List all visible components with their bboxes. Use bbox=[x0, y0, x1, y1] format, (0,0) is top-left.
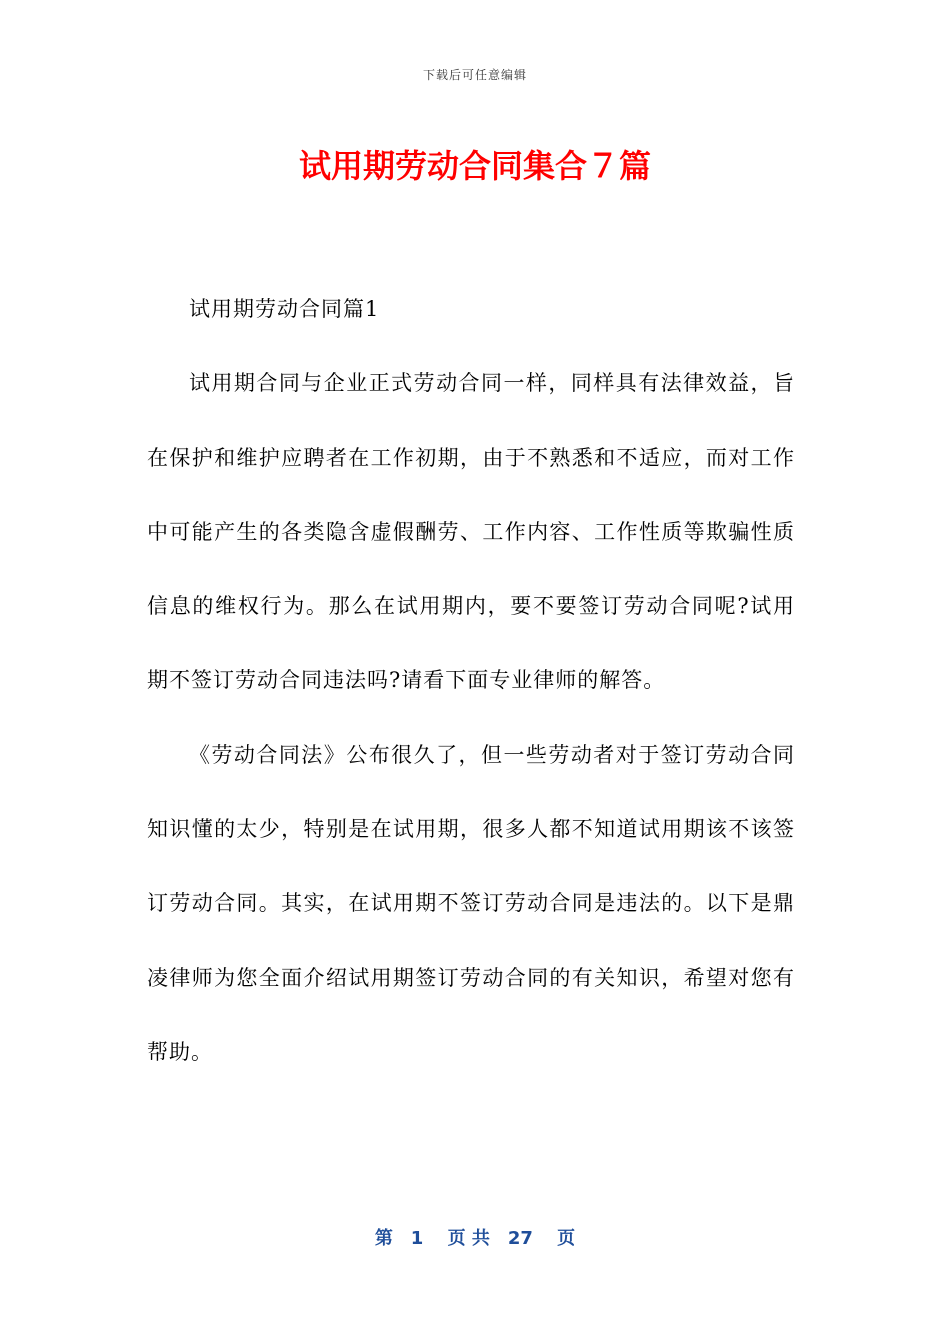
document-title: 试用期劳动合同集合７篇 bbox=[298, 147, 651, 185]
paragraph: 《劳动合同法》公布很久了，但一些劳动者对于签订劳动合同知识懂的太少，特别是在试用期，很多人都不知道试用期该不该签订劳动合同。其实，在试用期不签订劳动合同是违法的。以下是鼎凌律师为您全面介绍试用期签订劳动合同的有关知识，希望对您有帮助。 bbox=[147, 742, 795, 1064]
section-heading: 试用期劳动合同篇1 bbox=[189, 297, 380, 321]
paragraph: 试用期合同与企业正式劳动合同一样，同样具有法律效益，旨在保护和维护应聘者在工作初期，由于不熟悉和不适应，而对工作中可能产生的各类隐含虚假酬劳、工作内容、工作性质等欺骗性质信息的维权行为。那么在试用期内，要不要签订劳动合同呢?试用期不签订劳动合同违法吗?请看下面专业律师的解答。 bbox=[147, 371, 795, 693]
header-note: 下载后可任意编辑 bbox=[422, 68, 527, 82]
page-number-footer: 第 1 页 共 27 页 bbox=[374, 1228, 576, 1249]
document-body bbox=[147, 272, 795, 1089]
